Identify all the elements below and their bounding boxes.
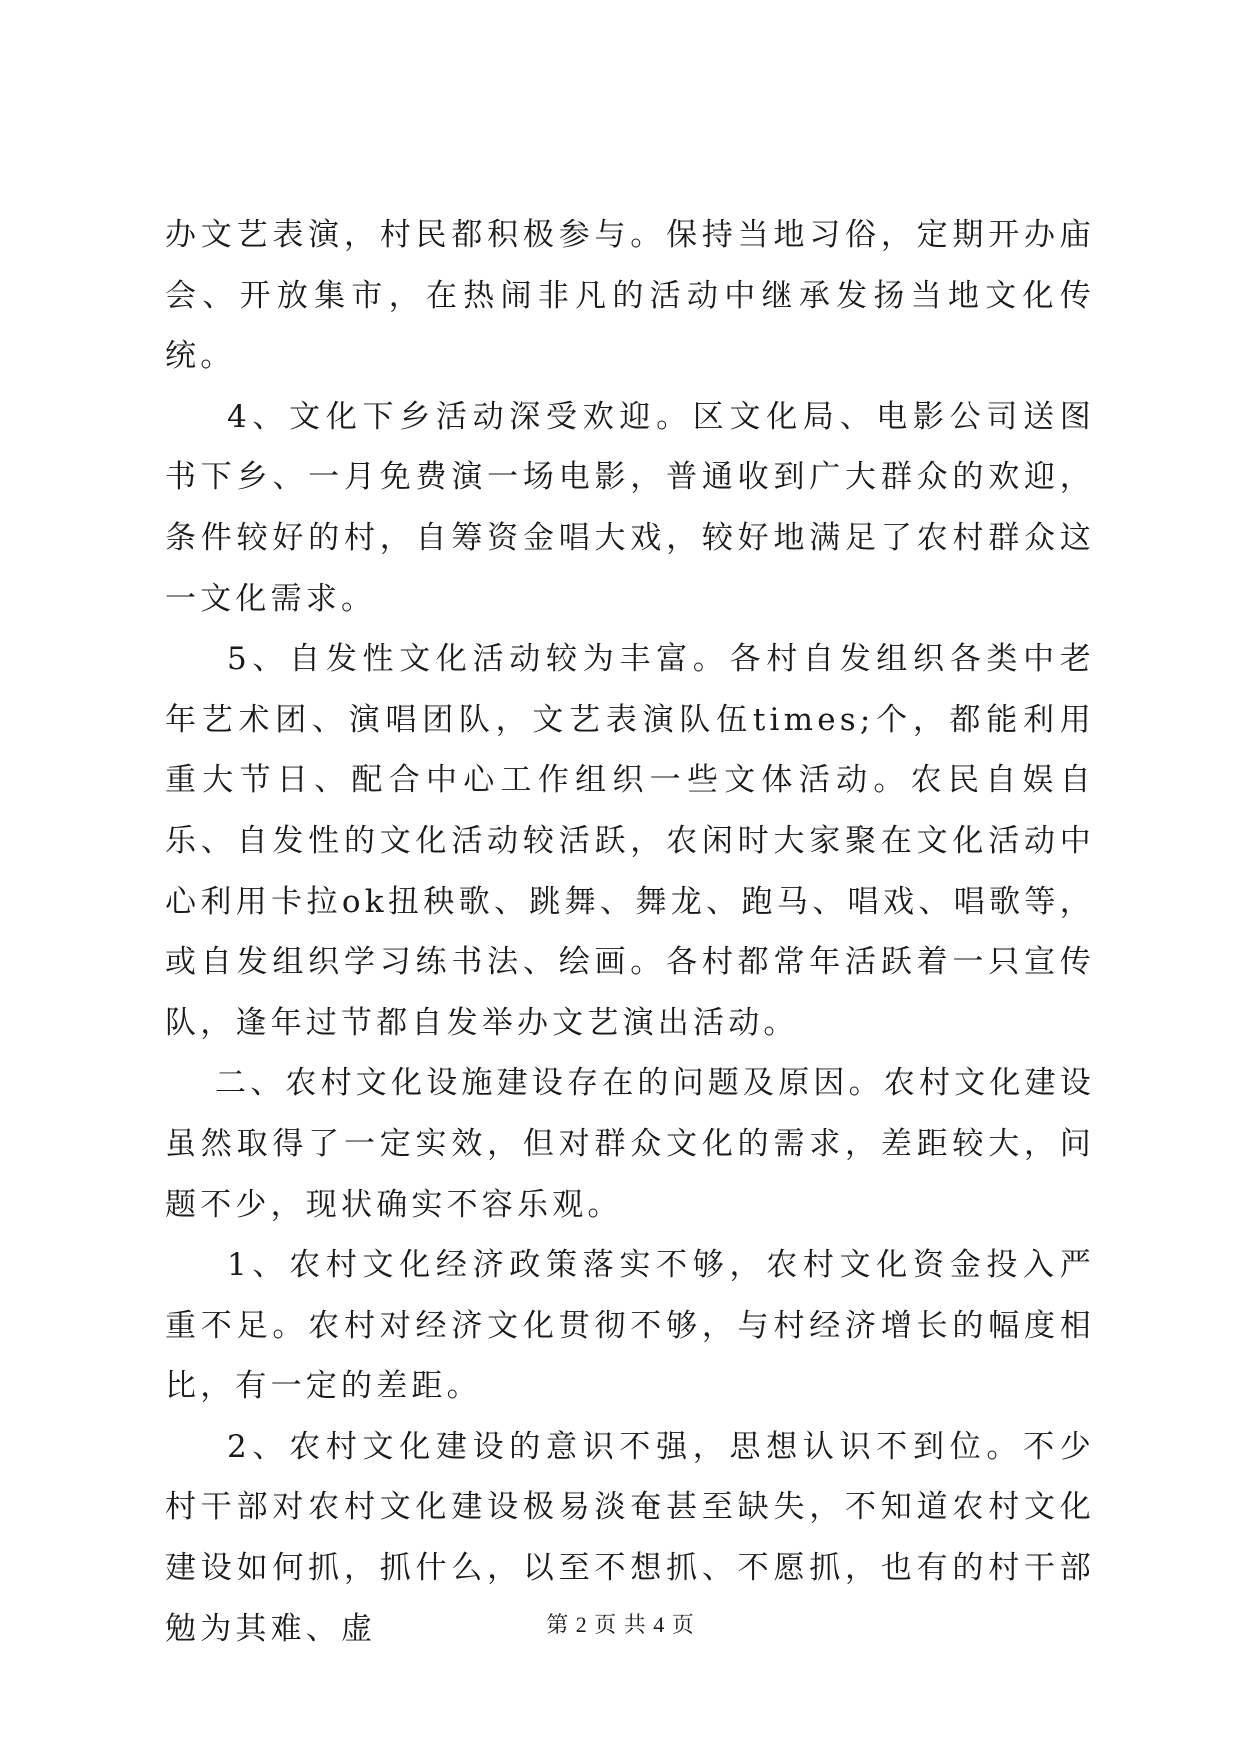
body-text [165,205,1095,1659]
paragraph-continued: 办文艺表演，村民都积极参与。保持当地习俗，定期开办庙会、开放集市，在热闹非凡的活动中继承发扬当地文化传统。 [165,217,1095,375]
paragraph-item-4: 4、文化下乡活动深受欢迎。区文化局、电影公司送图书下乡、一月免费演一场电影，普通收到广大群众的欢迎，条件较好的村，自筹资金唱大戏，较好地满足了农村群众这一文化需求。 [165,398,1095,617]
paragraph-item-5: 5、自发性文化活动较为丰富。各村自发组织各类中老年艺术团、演唱团队，文艺表演队伍times;个，都能利用重大节日、配合中心工作组织一些文体活动。农民自娱自乐、自发性的文化活动较活跃，农闲时大家聚在文化活动中心利用卡拉ok扭秧歌、跳舞、舞龙、跑马、唱戏、唱歌等，或自发组织学习练书法、绘画。各村都常年活跃着一只宣传队，逢年过节都自发举办文艺演出活动。 [165,641,1095,1041]
paragraph-section-2-heading: 二、农村文化设施建设存在的问题及原因。农村文化建设虽然取得了一定实效，但对群众文化的需求，差距较大，问题不少，现状确实不容乐观。 [165,1065,1095,1223]
paragraph-problem-1: 1、农村文化经济政策落实不够，农村文化资金投入严重不足。农村对经济文化贯彻不够，与村经济增长的幅度相比，有一定的差距。 [165,1247,1095,1405]
paragraph-problem-2: 2、农村文化建设的意识不强，思想认识不到位。不少村干部对农村文化建设极易淡奄甚至缺失，不知道农村文化建设如何抓，抓什么，以至不想抓、不愿抓，也有的村干部勉为其难、虚 [165,1428,1095,1647]
page-number-footer: 第 2 页 共 4 页 [546,1612,695,1637]
